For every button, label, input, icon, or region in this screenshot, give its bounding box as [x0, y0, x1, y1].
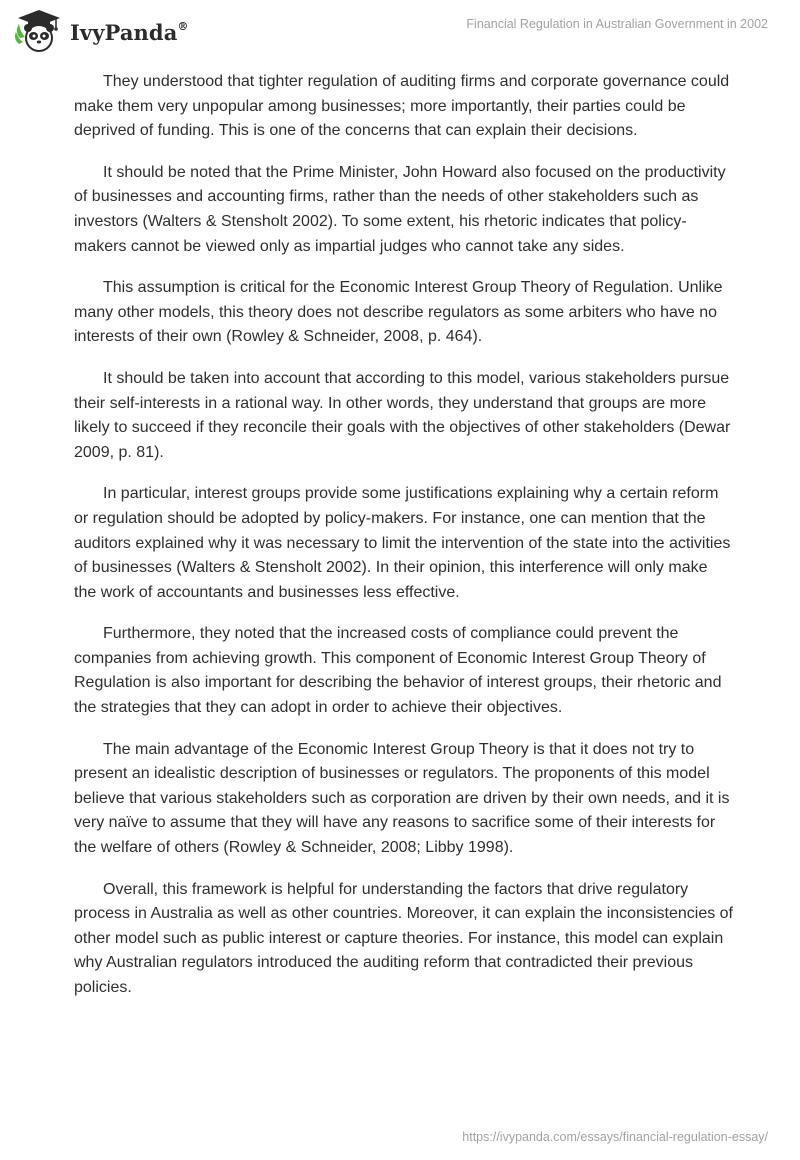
paragraph: In particular, interest groups provide some justifications explaining why a certain reform or regulation should be adopted by policy-makers. For instance, one can mention that the auditors explained why it was necessary to limit the intervention of the state into the activities of businesses (Walters & Stensholt 2002). In their opinion, this interference will only make the work of accountants and businesses less effective.: [74, 485, 731, 601]
brand-name: IvyPanda®: [70, 19, 189, 45]
paragraph: Overall, this framework is helpful for understanding the factors that drive regulatory process in Australia as well as other countries. Moreover, it can explain the inconsistencies of other model such as public interest or capture theories. For instance, this model can explain why Australian regulators introduced the auditing reform that contradicted their previous policies.: [74, 880, 733, 996]
page-header: [0, 0, 800, 64]
paragraph: They understood that tighter regulation of auditing firms and corporate governance could make them very unpopular among businesses; more importantly, their parties could be deprived of funding. This is one of the concerns that can explain their decisions.: [74, 73, 730, 140]
document-title: Financial Regulation in Australian Government in 2002: [466, 17, 768, 31]
paragraph: The main advantage of the Economic Interest Group Theory is that it does not try to present an idealistic description of businesses or regulators. The proponents of this model believe that various stakeholders such as corporation are driven by their own needs, and it is very naïve to assume that they will have any reasons to sacrifice some of their interests for the welfare of others (Rowley & Schneider, 2008; Libby 1998).: [74, 740, 730, 857]
ivypanda-logo[interactable]: [14, 8, 189, 54]
essay-body: [74, 70, 734, 1018]
paragraph: Furthermore, they noted that the increased costs of compliance could prevent the companies from achieving growth. This component of Economic Interest Group Theory of Regulation is also important for describing the behavior of interest groups, their rhetoric and the strategies that they can adopt in order to achieve their objectives.: [74, 625, 722, 717]
paragraph: This assumption is critical for the Economic Interest Group Theory of Regulation. Unlike many other models, this theory does not describe regulators as some arbiters who have no interests of their own (Rowley & Schneider, 2008, p. 464).: [74, 279, 723, 346]
paragraph: It should be noted that the Prime Minister, John Howard also focused on the productivity of businesses and accounting firms, rather than the needs of other stakeholders such as investors (Walters & Stensholt 2002). To some extent, his rhetoric indicates that policy-makers cannot be viewed only as impartial judges who cannot take any sides.: [74, 163, 726, 255]
source-url[interactable]: https://ivypanda.com/essays/financial-regulation-essay/: [462, 1130, 768, 1144]
panda-graduate-icon: [14, 8, 64, 54]
paragraph: It should be taken into account that according to this model, various stakeholders pursue their self-interests in a rational way. In other words, they understand that groups are more likely to succeed if they reconcile their goals with the objectives of other stakeholders (Dewar 2009, p. 81).: [74, 369, 731, 461]
